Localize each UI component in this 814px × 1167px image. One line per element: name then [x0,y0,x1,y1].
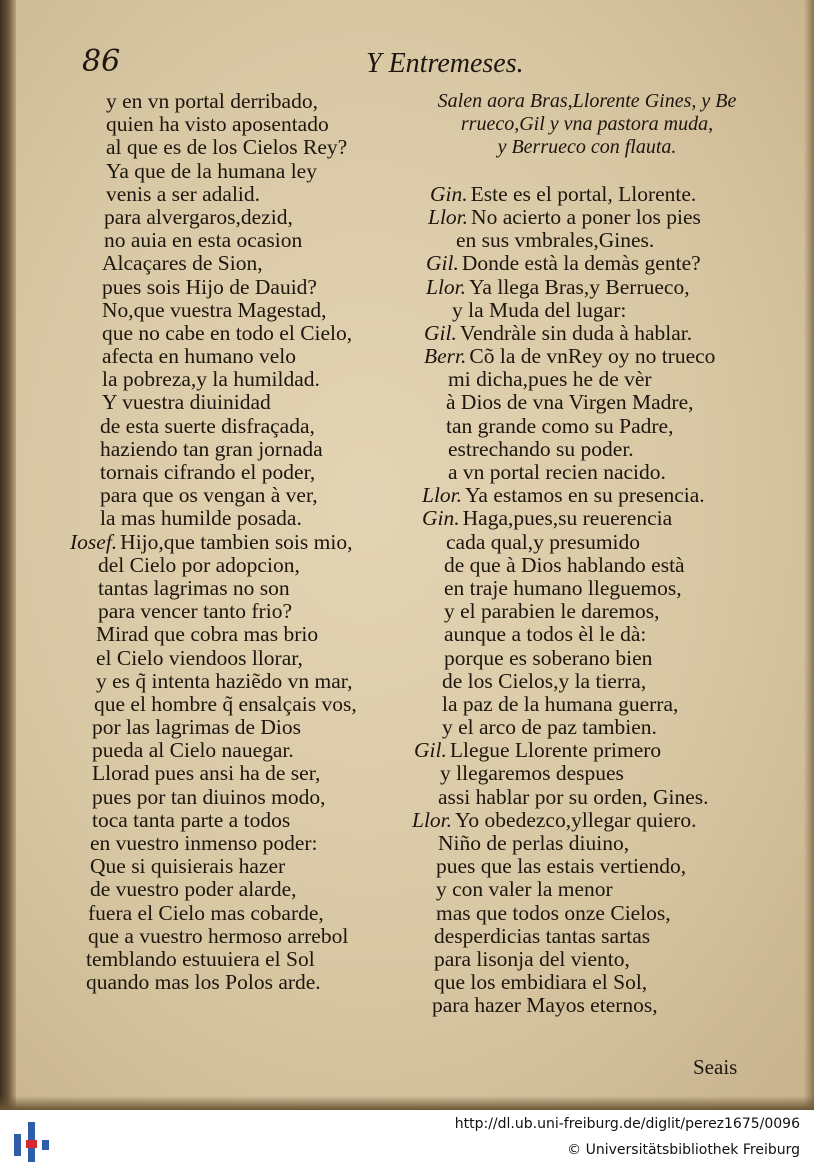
verse-line [412,484,762,507]
verse-text: à Dios de vna Virgen Madre, [446,390,694,415]
footer-bar [0,1110,814,1167]
verse-text: Llorad pues ansi ha de ser, [92,761,321,786]
verse-line [70,276,410,299]
verse-text: temblando estuuiera el Sol [86,946,315,971]
verse-line [70,878,410,901]
verse-line [70,809,410,832]
verse-text: desperdicias tantas sartas [434,923,651,948]
verse-text: de que à Dios hablando està [444,552,685,577]
verse-text: para hazer Mayos eternos, [432,993,658,1018]
verse-line [70,206,410,229]
verse-text: fuera el Cielo mas cobarde, [88,900,324,925]
verse-text: haziendo tan gran jornada [100,436,323,461]
verse-text: Mirad que cobra mas brio [96,622,319,647]
speaker-label: Berr. [424,344,467,369]
verse-text: y la Muda del lugar: [452,297,627,322]
verse-text: estrechando su poder. [448,436,634,461]
speaker-label: Gil. [414,738,447,763]
verse-line [70,531,410,554]
verse-line [70,113,410,136]
verse-line [412,693,762,716]
verse-line [70,90,410,113]
verse-text: para vencer tanto frio? [98,599,292,624]
verse-line [412,623,762,646]
running-head: Y Entremeses. [366,48,524,79]
verse-line [70,971,410,994]
verse-text: Vendràle sin duda à hablar. [459,320,693,345]
verse-text: pues por tan diuinos modo, [92,784,326,809]
verse-text: venis a ser adalid. [106,181,261,206]
verse-line [70,554,410,577]
verse-text: Yo obedezco,yllegar quiero. [455,807,697,832]
verse-text: a vn portal recien nacido. [448,460,666,484]
book-gutter [0,0,16,1110]
verse-line [70,299,410,322]
verse-text: pueda al Cielo nauegar. [92,738,294,763]
verse-line [412,647,762,670]
verse-text: por las lagrimas de Dios [92,715,301,740]
speaker-label: Gin. [430,181,468,206]
verse-line [412,322,762,345]
verse-line [412,670,762,693]
verse-line [70,786,410,809]
verse-line [70,716,410,739]
verse-text: pues sois Hijo de Dauid? [102,274,317,299]
verse-text: mi dicha,pues he de vèr [448,367,652,392]
verse-line [70,925,410,948]
verse-line [412,206,762,229]
verse-text: Hijo,que tambien sois mio, [120,529,353,554]
verse-text: en traje humano lleguemos, [444,575,682,600]
verse-text: Ya que de la humana ley [106,158,317,183]
verse-text: Donde està la demàs gente? [461,251,701,276]
verse-text: al que es de los Cielos Rey? [106,135,348,160]
verse-line [412,299,762,322]
verse-line [412,183,762,206]
verse-line [412,554,762,577]
page-number: 86 [82,44,121,79]
verse-text: cada qual,y presumido [446,529,641,554]
verse-line [70,415,410,438]
verse-line [412,832,762,855]
verse-text: mas que todos onze Cielos, [436,900,671,925]
verse-text: que el hombre q̃ ensalçais vos, [94,691,357,716]
verse-line [70,739,410,762]
verse-line [412,762,762,785]
verse-text: Ya llega Bras,y Berrueco, [469,274,690,299]
verse-line [412,368,762,391]
verse-line [70,322,410,345]
verse-text: que a vuestro hermoso arrebol [88,923,349,948]
verse-line [70,855,410,878]
verse-text: de esta suerte disfraçada, [100,413,315,438]
verse-line [70,183,410,206]
verse-line [412,925,762,948]
verse-text: y el arco de paz tambien. [442,715,657,740]
verse-line [412,160,762,183]
left-column [70,90,410,994]
verse-line [70,484,410,507]
catchword: Seais [693,1055,738,1079]
library-logo-icon [10,1120,54,1162]
verse-line [70,391,410,414]
stage-direction: rrueco,Gil y vna pastora muda, [460,113,714,136]
verse-text: y es q̃ intenta haziẽdo vn mar, [96,668,353,693]
verse-text: quien ha visto aposentado [106,112,329,137]
verse-line [412,878,762,901]
right-column [412,90,762,1018]
verse-line [412,971,762,994]
verse-line [70,345,410,368]
verse-line [70,902,410,925]
verse-text: y llegaremos despues [440,761,624,786]
verse-text: para alvergaros,dezid, [104,204,293,229]
speaker-label: Gil. [424,320,457,345]
verse-text: porque es soberano bien [444,645,653,670]
verse-line [70,438,410,461]
verse-text: que no cabe en todo el Cielo, [102,320,353,345]
speaker-label: Llor. [428,204,469,229]
speaker-label: Gin. [422,506,460,531]
verse-text: Ya estamos en su presencia. [465,483,705,508]
verse-line [70,507,410,530]
verse-line [412,438,762,461]
verse-text: Y vuestra diuinidad [102,390,271,415]
speaker-label: Llor. [426,274,467,299]
verse-text: Haga,pues,su reuerencia [462,506,673,531]
verse-text: y el parabien le daremos, [444,599,660,624]
verse-line [412,809,762,832]
verse-line [70,693,410,716]
verse-text: Este es el portal, Llorente. [470,181,697,206]
verse-line [70,160,410,183]
verse-line [70,600,410,623]
verse-text: el Cielo viendoos llorar, [96,645,303,670]
speaker-label: Llor. [412,807,453,832]
verse-line [70,832,410,855]
source-url[interactable]: http://dl.ub.uni-freiburg.de/diglit/perez1675/0096 [454,1116,800,1132]
verse-line [412,252,762,275]
verse-text: Que si quisierais hazer [90,854,286,879]
verse-line [412,948,762,971]
stage-direction: Salen aora Bras,Llorente Gines, y Be [437,90,737,112]
verse-line [412,577,762,600]
verse-line [412,461,762,484]
verse-text: tornais cifrando el poder, [100,460,316,484]
verse-text: la paz de la humana guerra, [442,691,679,716]
verse-line [70,948,410,971]
verse-text: que los embidiara el Sol, [434,970,648,995]
speaker-label: Gil. [426,251,459,276]
verse-text: Cõ la de vnRey oy no trueco [469,344,716,369]
verse-line [70,368,410,391]
verse-line [412,786,762,809]
verse-line [412,739,762,762]
verse-line [70,577,410,600]
verse-text: No acierto a poner los pies [471,204,701,229]
verse-line [412,507,762,530]
verse-line [412,229,762,252]
stage-direction: y Berrueco con flauta. [497,136,677,159]
verse-line [412,902,762,925]
verse-line [412,600,762,623]
verse-text: la mas humilde posada. [100,506,302,531]
verse-line [70,229,410,252]
verse-line [70,762,410,785]
verse-line [412,345,762,368]
verse-text: tantas lagrimas no son [98,575,290,600]
page-edge-bottom [0,1096,814,1110]
verse-text: de los Cielos,y la tierra, [442,668,647,693]
verse-line [412,415,762,438]
verse-text: en sus vmbrales,Gines. [456,228,655,253]
verse-text: y con valer la menor [436,877,613,902]
verse-line [412,855,762,878]
verse-text: y en vn portal derribado, [106,89,318,113]
verse-text: Alcaçares de Sion, [102,251,263,276]
verse-text: para que os vengan à ver, [100,483,318,508]
verse-line [70,252,410,275]
verse-text: aunque a todos èl le dà: [444,622,647,647]
verse-text: afecta en humano velo [102,344,297,369]
speaker-label: Llor. [422,483,463,508]
verse-line [70,647,410,670]
verse-line [412,531,762,554]
verse-text: en vuestro inmenso poder: [90,831,318,855]
page-edge-right [804,0,814,1110]
verse-line [70,670,410,693]
verse-line [70,461,410,484]
verse-text: tan grande como su Padre, [446,413,674,438]
speaker-label: Iosef. [70,529,118,554]
copyright-notice: © Universitätsbibliothek Freiburg [567,1142,800,1158]
verse-text: pues que las estais vertiendo, [436,854,687,879]
verse-line [412,716,762,739]
verse-line [412,276,762,299]
verse-text: assi hablar por su orden, Gines. [438,784,709,809]
verse-text: quando mas los Polos arde. [86,970,321,995]
verse-text: No,que vuestra Magestad, [102,297,327,322]
verse-text: de vuestro poder alarde, [90,877,297,902]
verse-text: para lisonja del viento, [434,946,630,971]
verse-line [70,623,410,646]
verse-text: Niño de perlas diuino, [438,831,630,855]
verse-line [412,994,762,1017]
verse-text: del Cielo por adopcion, [98,552,300,577]
verse-text: toca tanta parte a todos [92,807,291,832]
verse-text: Llegue Llorente primero [449,738,662,763]
verse-text: la pobreza,y la humildad. [102,367,320,392]
verse-line [412,391,762,414]
verse-line [70,136,410,159]
verse-text: no auia en esta ocasion [104,228,303,253]
